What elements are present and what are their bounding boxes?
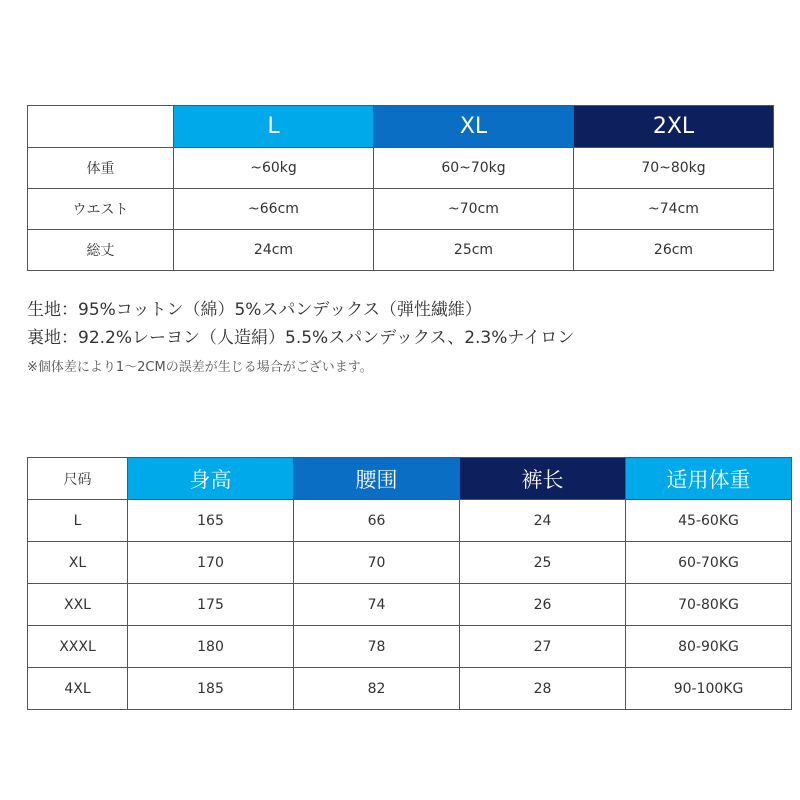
table-cell: ~70cm <box>374 189 574 230</box>
table-row <box>28 626 792 668</box>
table-cell: 45-60KG <box>626 500 792 542</box>
table-row <box>28 542 792 584</box>
table-cell: XL <box>28 542 128 584</box>
size-table-chinese <box>27 457 792 710</box>
table-cell: 180 <box>128 626 294 668</box>
table-cell: 25cm <box>374 230 574 271</box>
table-row <box>28 500 792 542</box>
header-weight: 适用体重 <box>626 458 792 500</box>
table-cell: 185 <box>128 668 294 710</box>
table-row <box>28 668 792 710</box>
table-cell: 175 <box>128 584 294 626</box>
table-cell: 82 <box>294 668 460 710</box>
table-cell: 60-70KG <box>626 542 792 584</box>
table-row <box>28 148 774 189</box>
header-waist: 腰围 <box>294 458 460 500</box>
table-row <box>28 230 774 271</box>
table-cell: XXXL <box>28 626 128 668</box>
row-label-waist: ウエスト <box>28 189 174 230</box>
header-size: 尺码 <box>28 458 128 500</box>
fabric-note: 生地：95%コットン（綿）5%スパンデックス（弾性繊維） <box>27 300 482 320</box>
table-cell: 70-80KG <box>626 584 792 626</box>
header-size-xl: XL <box>374 106 574 148</box>
table-cell: 90-100KG <box>626 668 792 710</box>
table-cell: 66 <box>294 500 460 542</box>
size-table-japanese <box>27 105 774 271</box>
row-label-weight: 体重 <box>28 148 174 189</box>
table-cell: 28 <box>460 668 626 710</box>
table-cell: ~66cm <box>174 189 374 230</box>
tolerance-note: ※個体差により1〜2CMの誤差が生じる場合がございます。 <box>27 360 373 375</box>
table-cell: 26cm <box>574 230 774 271</box>
table-cell: 25 <box>460 542 626 584</box>
table-row <box>28 584 792 626</box>
header-height: 身高 <box>128 458 294 500</box>
table-row <box>28 189 774 230</box>
table-cell: 78 <box>294 626 460 668</box>
table-cell: 4XL <box>28 668 128 710</box>
table-cell: L <box>28 500 128 542</box>
header-pants-length: 裤长 <box>460 458 626 500</box>
table-cell: ~60kg <box>174 148 374 189</box>
table-cell: XXL <box>28 584 128 626</box>
table-cell: 60~70kg <box>374 148 574 189</box>
header-size-2xl: 2XL <box>574 106 774 148</box>
table-cell: 27 <box>460 626 626 668</box>
material-notes <box>27 296 574 378</box>
table-cell: 165 <box>128 500 294 542</box>
table-cell: ~74cm <box>574 189 774 230</box>
table-cell: 70 <box>294 542 460 584</box>
table-cell: 74 <box>294 584 460 626</box>
lining-note: 裏地：92.2%レーヨン（人造絹）5.5%スパンデックス、2.3%ナイロン <box>27 328 575 348</box>
table-cell: 24cm <box>174 230 374 271</box>
table-cell: 70~80kg <box>574 148 774 189</box>
table-cell: 170 <box>128 542 294 584</box>
header-corner-cell <box>28 106 174 148</box>
table-cell: 80-90KG <box>626 626 792 668</box>
table-cell: 26 <box>460 584 626 626</box>
table-cell: 24 <box>460 500 626 542</box>
row-label-length: 総丈 <box>28 230 174 271</box>
table-header-row <box>28 458 792 500</box>
header-size-l: L <box>174 106 374 148</box>
table-header-row <box>28 106 774 148</box>
